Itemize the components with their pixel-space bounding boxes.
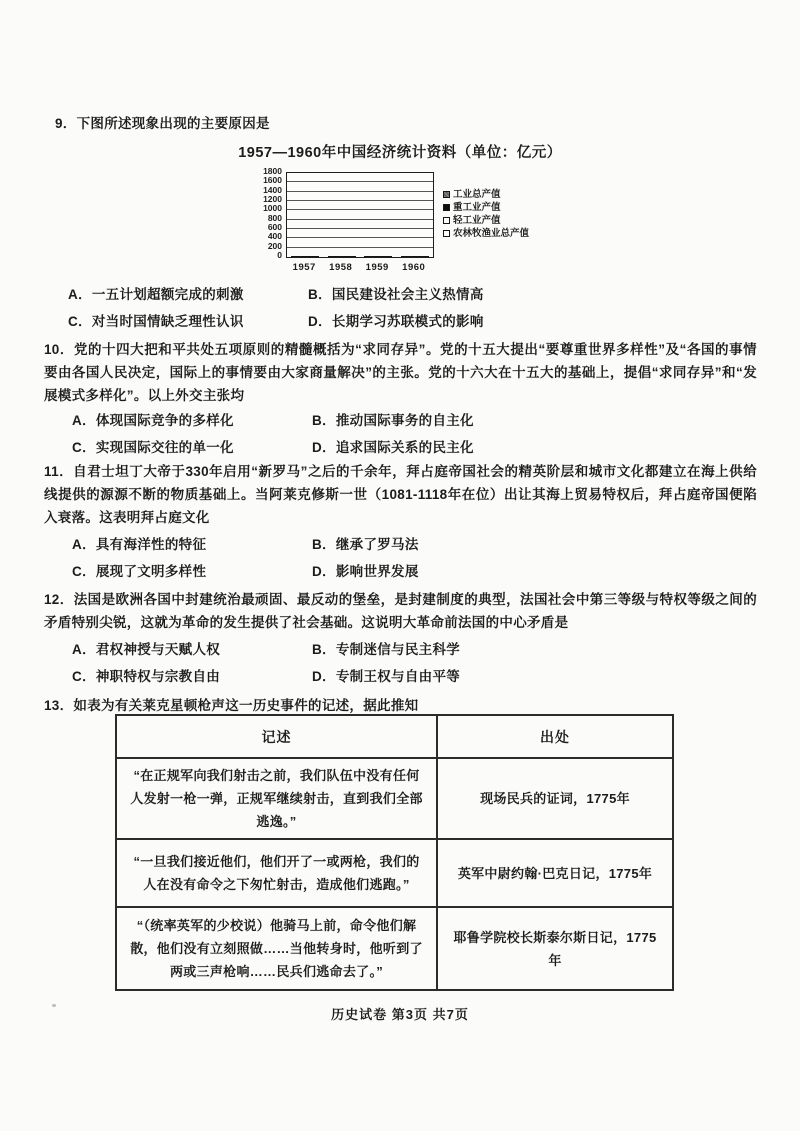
y-tick-label: 1600	[263, 175, 282, 186]
y-tick-label: 800	[267, 212, 282, 223]
chart-x-labels	[286, 262, 432, 273]
q9-option-c: C．对当时国情缺乏理性认识	[68, 314, 244, 329]
bar-light-industry-1959	[378, 256, 385, 257]
bar-industrial-total-1959	[364, 256, 371, 257]
bar-agriculture-forestry-husbandry-fishery-total-1960	[422, 256, 429, 257]
q10-option-a: A．体现国际竞争的多样化	[72, 413, 234, 428]
table-row	[116, 839, 673, 907]
bar-light-industry-1957	[305, 256, 312, 257]
gridline	[287, 200, 433, 201]
table-header-source: 出处	[437, 715, 673, 758]
question-9-number: 9．	[55, 116, 77, 131]
cell-source-3: 耶鲁学院校长斯泰尔斯日记，1775年	[437, 907, 673, 990]
page-footer: 历史试卷 第3页 共7页	[331, 1007, 469, 1022]
bar-industrial-total-1958	[328, 256, 335, 257]
bar-group-1959	[364, 256, 392, 257]
table-row	[116, 907, 673, 990]
chart-legend	[443, 172, 529, 240]
question-10	[44, 338, 757, 407]
legend-item-heavy-industry	[443, 201, 529, 214]
evidence-table	[115, 714, 674, 991]
legend-label: 工业总产值	[453, 189, 501, 200]
x-tick-label: 1959	[365, 262, 389, 273]
legend-marker-icon	[443, 204, 450, 211]
x-tick-label: 1958	[329, 262, 353, 273]
legend-marker-icon	[443, 191, 450, 198]
bar-group-1960	[401, 256, 429, 257]
gridline	[287, 219, 433, 220]
chart-groups	[287, 173, 433, 257]
y-tick-label: 1800	[263, 166, 282, 176]
y-tick-label: 0	[277, 250, 282, 260]
cell-source-2: 英军中尉约翰·巴克日记，1775年	[437, 839, 673, 907]
q11-option-a: A．具有海洋性的特征	[72, 537, 207, 552]
bar-industrial-total-1960	[401, 256, 408, 257]
gridline	[287, 209, 433, 210]
bar-agriculture-forestry-husbandry-fishery-total-1957	[312, 256, 319, 257]
legend-label: 重工业产值	[453, 202, 501, 213]
legend-item-industrial-total	[443, 188, 529, 201]
legend-label: 轻工业产值	[453, 215, 501, 226]
question-9	[55, 112, 756, 135]
bar-heavy-industry-1959	[371, 256, 378, 257]
y-tick-label: 600	[267, 222, 282, 233]
cell-desc-2: “一旦我们接近他们，他们开了一或两枪，我们的人在没有命令之下匆忙射击，造成他们逃跑。”	[116, 839, 437, 907]
y-tick-label: 1000	[263, 203, 282, 214]
q9-option-d: D．长期学习苏联模式的影响	[308, 314, 484, 329]
question-10-number: 10．	[44, 342, 74, 357]
q10-option-d: D．追求国际关系的民主化	[312, 440, 474, 455]
q12-option-a: A．君权神授与天赋人权	[72, 642, 221, 657]
bar-agriculture-forestry-husbandry-fishery-total-1958	[349, 256, 356, 257]
q9-option-a: A．一五计划超额完成的刺激	[68, 287, 244, 302]
y-tick-label: 400	[267, 231, 282, 242]
table-header-row	[116, 715, 673, 758]
chart-plot-column	[286, 172, 434, 273]
question-10-stem: 党的十四大把和平共处五项原则的精髓概括为“求同存异”。党的十五大提出“要尊重世界多样性”及“各国的事情要由各国人民决定，国际上的事情要由大家商量解决”的主张。党的十六大在十五大的基础上，提倡“求同存异”和“发展模式多样化”。以上外交主张均	[44, 342, 757, 403]
q12-option-c: C．神职特权与宗教自由	[72, 669, 221, 684]
question-10-options	[72, 410, 740, 458]
bar-group-1957	[291, 256, 319, 257]
q12-option-d: D．专制王权与自由平等	[312, 669, 461, 684]
gridline	[287, 191, 433, 192]
bar-agriculture-forestry-husbandry-fishery-total-1959	[385, 256, 392, 257]
question-11-stem: 自君士坦丁大帝于330年启用“新罗马”之后的千余年，拜占庭帝国社会的精英阶层和城市文化都建立在海上供给线提供的源源不断的物质基础上。当阿莱克修斯一世（1081-1118年在位）出让其海上贸易特权后，拜占庭帝国便陷入衰落。这表明拜占庭文化	[44, 464, 757, 525]
question-12-options	[72, 639, 740, 687]
legend-marker-icon	[443, 217, 450, 224]
evidence-table-wrap	[115, 714, 674, 991]
cell-desc-3: “（统率英军的少校说）他骑马上前，命令他们解散，他们没有立刻照做……当他转身时，他听到了两或三声枪响……民兵们逃命去了。”	[116, 907, 437, 990]
legend-label: 农林牧渔业总产值	[453, 228, 530, 239]
question-12-stem: 法国是欧洲各国中封建统治最顽固、最反动的堡垒，是封建制度的典型，法国社会中第三等级与特权等级之间的矛盾特别尖锐，这就为革命的发生提供了社会基础。这说明大革命前法国的中心矛盾是	[44, 592, 757, 630]
q11-option-d: D．影响世界发展	[312, 564, 419, 579]
y-tick-label: 1200	[263, 194, 282, 205]
gridline	[287, 237, 433, 238]
legend-item-agriculture-forestry-husbandry-fishery-total	[443, 227, 529, 240]
chart-y-axis	[254, 166, 286, 260]
table-header-desc: 记述	[116, 715, 437, 758]
bar-heavy-industry-1958	[335, 256, 342, 257]
q12-option-b: B．专制迷信与民主科学	[312, 642, 461, 657]
y-tick-label: 200	[267, 240, 282, 251]
bar-industrial-total-1957	[291, 256, 298, 257]
question-13-stem: 如表为有关莱克星顿枪声这一历史事件的记述，据此推知	[73, 698, 419, 713]
question-11-number: 11．	[44, 464, 74, 479]
chart-title: 1957—1960年中国经济统计资料（单位：亿元）	[238, 145, 562, 161]
cell-source-1: 现场民兵的证词，1775年	[437, 758, 673, 839]
scan-artifact-dot	[52, 1004, 56, 1007]
question-13-number: 13．	[44, 698, 74, 713]
gridline	[287, 247, 433, 248]
gridline	[287, 228, 433, 229]
bar-heavy-industry-1957	[298, 256, 305, 257]
q9-option-b: B．国民建设社会主义热情高	[308, 287, 484, 302]
x-tick-label: 1960	[402, 262, 426, 273]
x-tick-label: 1957	[292, 262, 316, 273]
question-11-options	[72, 534, 740, 582]
bar-heavy-industry-1960	[408, 256, 415, 257]
q11-option-b: B．继承了罗马法	[312, 537, 419, 552]
cell-desc-1: “在正规军向我们射击之前，我们队伍中没有任何人发射一枪一弹，正规军继续射击，直到我们全部逃逸。”	[116, 758, 437, 839]
q10-option-c: C．实现国际交往的单一化	[72, 440, 234, 455]
table-row	[116, 758, 673, 839]
bar-light-industry-1960	[415, 256, 422, 257]
y-tick-label: 1400	[263, 184, 282, 195]
q11-option-c: C．展现了文明多样性	[72, 564, 207, 579]
question-9-options	[68, 284, 740, 332]
question-12-number: 12．	[44, 592, 74, 607]
chart-plot	[286, 172, 434, 258]
legend-item-light-industry	[443, 214, 529, 227]
question-9-stem: 下图所述现象出现的主要原因是	[76, 116, 270, 131]
bar-light-industry-1958	[342, 256, 349, 257]
question-11	[44, 460, 757, 529]
bar-group-1958	[328, 256, 356, 257]
legend-marker-icon	[443, 230, 450, 237]
gridline	[287, 181, 433, 182]
economy-bar-chart	[254, 166, 530, 273]
q10-option-b: B．推动国际事务的自主化	[312, 413, 474, 428]
question-12	[44, 588, 757, 634]
